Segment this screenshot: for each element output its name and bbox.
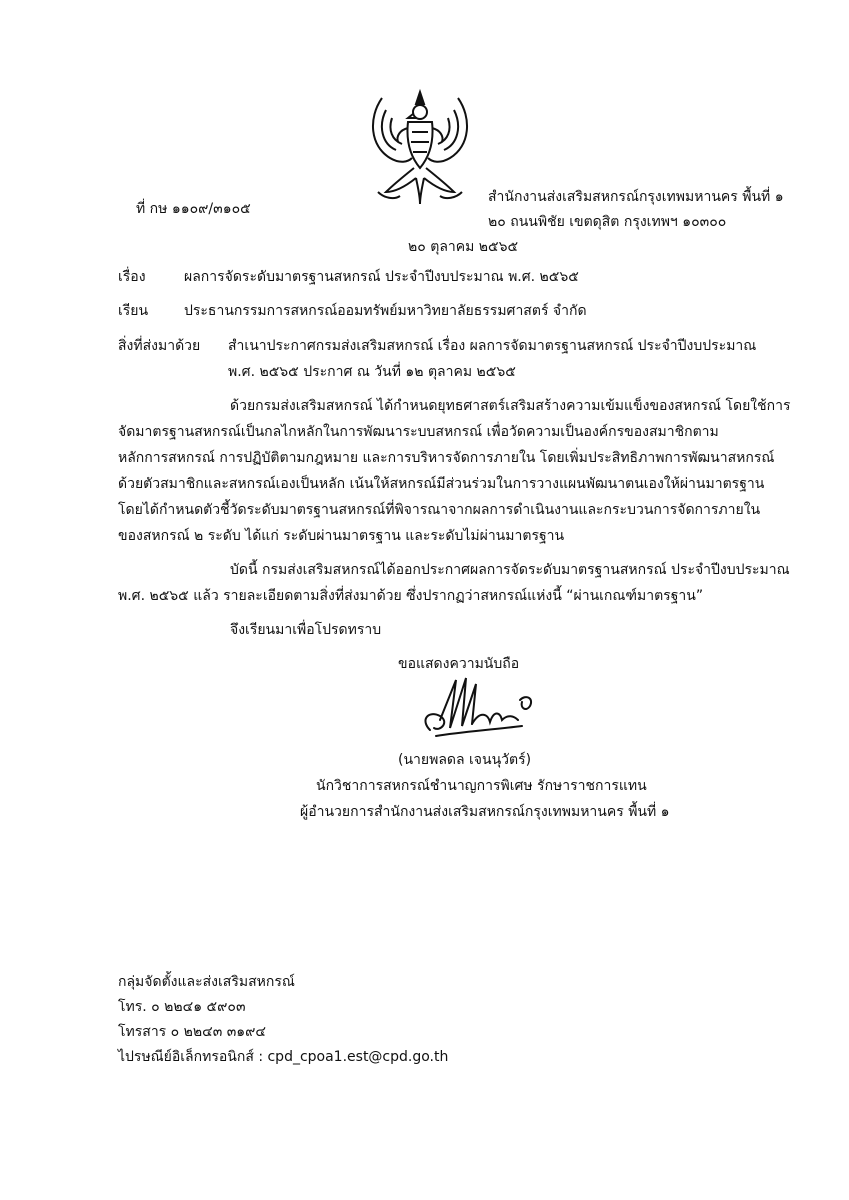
recipient-label: เรียน — [118, 303, 149, 319]
office-address: ๒๐ ถนนพิชัย เขตดุสิต กรุงเทพฯ ๑๐๓๐๐ — [488, 214, 727, 230]
paragraph-1-line: ด้วยตัวสมาชิกและสหกรณ์เองเป็นหลัก เน้นให้สหกรณ์มีส่วนร่วมในการวางแผนพัฒนาตนเองให้ผ่านมาตรฐาน — [118, 476, 765, 492]
recipient-text: ประธานกรรมการสหกรณ์ออมทรัพย์มหาวิทยาลัยธรรมศาสตร์ จำกัด — [184, 303, 587, 319]
subject-text: ผลการจัดระดับมาตรฐานสหกรณ์ ประจำปีงบประมาณ พ.ศ. ๒๕๖๕ — [184, 269, 579, 285]
enclosure-label: สิ่งที่ส่งมาด้วย — [118, 338, 201, 354]
enclosure-line-2: พ.ศ. ๒๕๖๕ ประกาศ ณ วันที่ ๑๒ ตุลาคม ๒๕๖๕ — [228, 364, 516, 380]
signatory-position-2: ผู้อำนวยการสำนักงานส่งเสริมสหกรณ์กรุงเทพมหานคร พื้นที่ ๑ — [300, 804, 670, 820]
garuda-emblem-icon — [360, 88, 480, 208]
footer-email: ไปรษณีย์อิเล็กทรอนิกส์ : cpd_cpoa1.est@cpd.go.th — [118, 1049, 449, 1065]
paragraph-2-line: พ.ศ. ๒๕๖๕ แล้ว รายละเอียดตามสิ่งที่ส่งมาด้วย ซึ่งปรากฏว่าสหกรณ์แห่งนี้ “ผ่านเกณฑ์มาตรฐาน” — [118, 588, 704, 604]
signatory-position-1: นักวิชาการสหกรณ์ชำนาญการพิเศษ รักษาราชการแทน — [316, 778, 647, 794]
reference-number: ที่ กษ ๑๑๐๙/๓๑๐๕ — [136, 201, 251, 217]
enclosure-line-1: สำเนาประกาศกรมส่งเสริมสหกรณ์ เรื่อง ผลการจัดมาตรฐานสหกรณ์ ประจำปีงบประมาณ — [228, 338, 757, 354]
paragraph-2-line: บัดนี้ กรมส่งเสริมสหกรณ์ได้ออกประกาศผลการจัดระดับมาตรฐานสหกรณ์ ประจำปีงบประมาณ — [230, 562, 790, 578]
handwritten-signature — [410, 670, 550, 742]
paragraph-1-line: หลักการสหกรณ์ การปฏิบัติตามกฎหมาย และการบริหารจัดการภายใน โดยเพิ่มประสิทธิภาพการพัฒนาสหกรณ์ — [118, 450, 775, 466]
footer-phone: โทร. ๐ ๒๒๔๑ ๕๙๐๓ — [118, 999, 246, 1015]
paragraph-1-line: จัดมาตรฐานสหกรณ์เป็นกลไกหลักในการพัฒนาระบบสหกรณ์ เพื่อวัดความเป็นองค์กรของสมาชิกตาม — [118, 424, 719, 440]
paragraph-1-line: ด้วยกรมส่งเสริมสหกรณ์ ได้กำหนดยุทธศาสตร์เสริมสร้างความเข้มแข็งของสหกรณ์ โดยใช้การ — [230, 398, 791, 414]
paragraph-1-line: โดยได้กำหนดตัวชี้วัดระดับมาตรฐานสหกรณ์ที่พิจารณาจากผลการดำเนินงานและกระบวนการจัดการภายใน — [118, 502, 761, 518]
subject-label: เรื่อง — [118, 269, 146, 285]
letter-date: ๒๐ ตุลาคม ๒๕๖๕ — [408, 239, 519, 255]
closing-salutation: ขอแสดงความนับถือ — [398, 656, 520, 672]
signatory-name: (นายพลดล เจนนุวัตร์) — [398, 752, 532, 768]
footer-department: กลุ่มจัดตั้งและส่งเสริมสหกรณ์ — [118, 974, 295, 990]
paragraph-1-line: ของสหกรณ์ ๒ ระดับ ได้แก่ ระดับผ่านมาตรฐาน และระดับไม่ผ่านมาตรฐาน — [118, 528, 565, 544]
office-name: สำนักงานส่งเสริมสหกรณ์กรุงเทพมหานคร พื้นที่ ๑ — [488, 189, 784, 205]
closing-request: จึงเรียนมาเพื่อโปรดทราบ — [230, 622, 382, 638]
footer-fax: โทรสาร ๐ ๒๒๔๓ ๓๑๙๔ — [118, 1024, 267, 1040]
